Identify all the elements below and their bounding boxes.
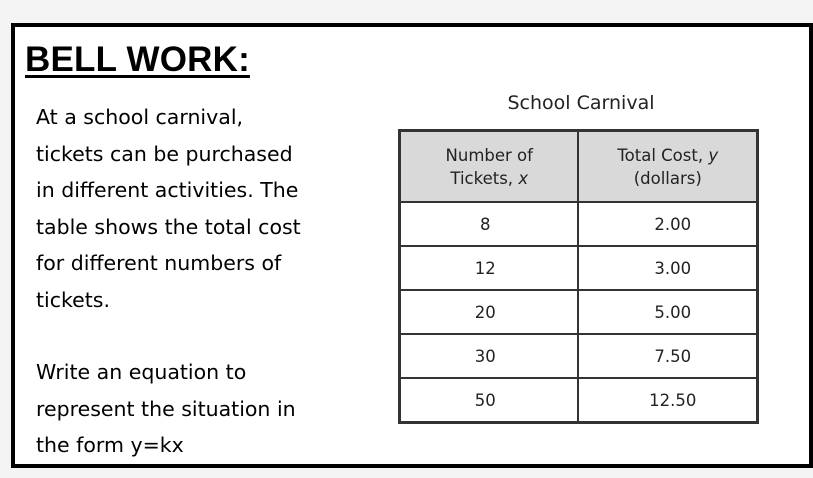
header-x-variable: x — [518, 168, 529, 188]
header-total-cost — [578, 131, 757, 203]
bell-work-slide — [11, 23, 813, 468]
cell-y: 7.50 — [578, 334, 757, 378]
page-title: BELL WORK: — [25, 40, 250, 79]
table-header-row — [400, 131, 758, 203]
cell-x: 12 — [400, 246, 579, 290]
problem-line: tickets. — [36, 287, 110, 312]
question-line: represent the situation in — [36, 396, 296, 421]
problem-line: for different numbers of — [36, 251, 282, 275]
table-row — [400, 290, 758, 334]
problem-line: in different activities. The — [36, 178, 299, 202]
table-caption: School Carnival — [507, 92, 655, 114]
problem-line: table shows the total cost — [36, 214, 301, 239]
header-y-variable: y — [708, 145, 719, 165]
problem-line: tickets can be purchased — [36, 141, 293, 166]
header-y-unit: (dollars) — [633, 168, 702, 188]
table-row — [400, 202, 758, 246]
header-x-text: Number of — [445, 145, 533, 165]
school-carnival-table — [398, 129, 759, 424]
cell-y: 12.50 — [578, 378, 757, 423]
cell-x: 8 — [400, 202, 579, 246]
cell-x: 50 — [400, 378, 579, 423]
table-row — [400, 334, 758, 378]
cell-y: 5.00 — [578, 290, 757, 334]
cell-x: 30 — [400, 334, 579, 378]
header-x-rest: Tickets, — [450, 168, 514, 188]
header-y-text: Total Cost, — [617, 145, 704, 165]
table-row — [400, 246, 758, 290]
cell-y: 2.00 — [578, 202, 757, 246]
question-line: the form y=kx — [36, 433, 184, 457]
table-row — [400, 378, 758, 423]
problem-line: At a school carnival, — [36, 105, 244, 129]
cell-x: 20 — [400, 290, 579, 334]
problem-text — [36, 99, 381, 464]
header-number-of-tickets — [400, 131, 579, 203]
question-line: Write an equation to — [36, 360, 247, 384]
cell-y: 3.00 — [578, 246, 757, 290]
